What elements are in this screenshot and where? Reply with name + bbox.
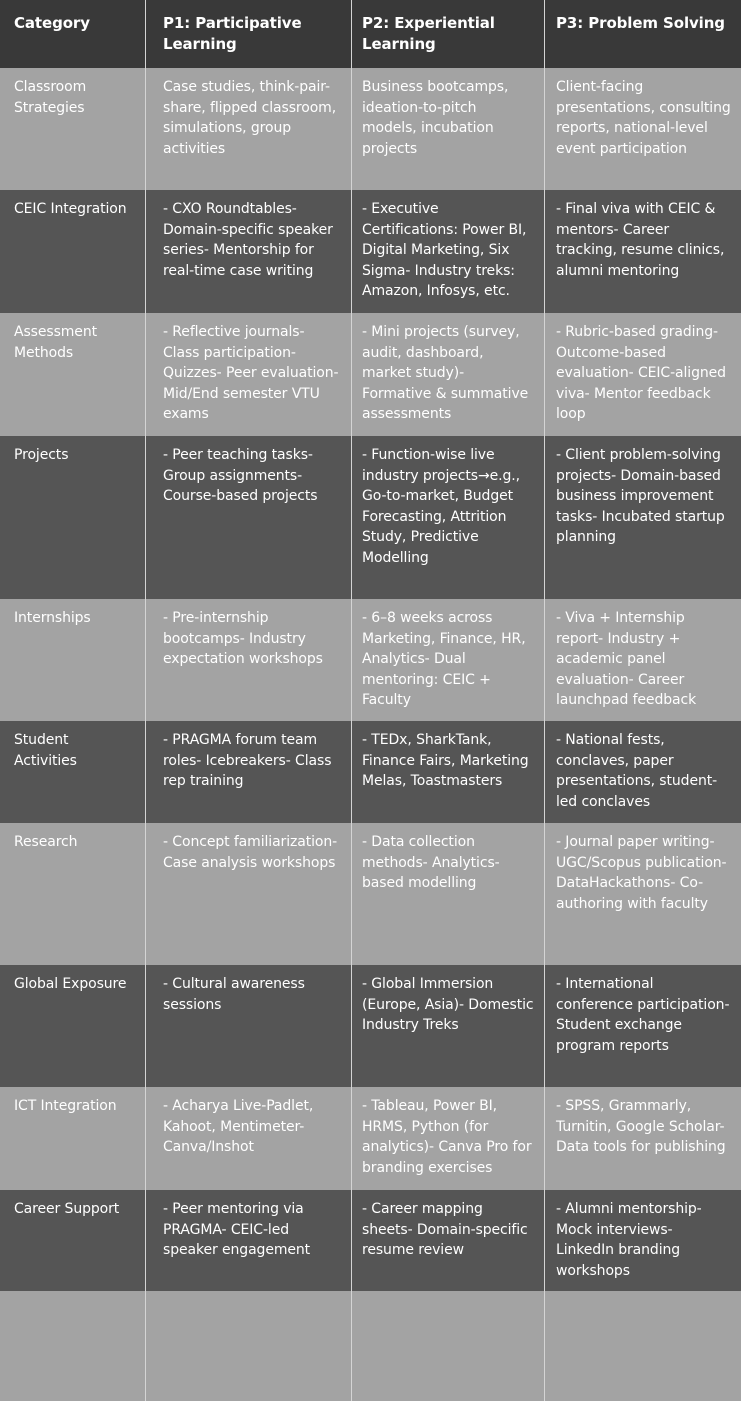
row-p1-cell: - Cultural awareness sessions	[146, 965, 352, 1087]
row-category: CEIC Integration	[0, 190, 146, 313]
row-p1-cell: - Concept familiarization- Case analysis workshops	[146, 823, 352, 965]
row-p3-cell: - SPSS, Grammarly, Turnitin, Google Scholar- Data tools for publishing	[545, 1087, 741, 1190]
row-p2-cell: - Tableau, Power BI, HRMS, Python (for analytics)- Canva Pro for branding exercises	[352, 1087, 545, 1190]
row-p3-cell: - Client problem-solving projects- Domain-based business improvement tasks- Incubated startup planning	[545, 436, 741, 599]
row-p3-cell: - National fests, conclaves, paper presentations, student-led conclaves	[545, 721, 741, 823]
empty-cell	[352, 1291, 545, 1401]
row-p1-cell: - CXO Roundtables- Domain-specific speaker series- Mentorship for real-time case writing	[146, 190, 352, 313]
row-category: Classroom Strategies	[0, 68, 146, 190]
row-p1-cell: - Reflective journals- Class participation- Quizzes- Peer evaluation- Mid/End semester VTU exams	[146, 313, 352, 436]
row-p3-cell: - Journal paper writing- UGC/Scopus publication- DataHackathons- Co-authoring with faculty	[545, 823, 741, 965]
row-p2-cell: - 6–8 weeks across Marketing, Finance, HR, Analytics- Dual mentoring: CEIC + Faculty	[352, 599, 545, 721]
row-category: Career Support	[0, 1190, 146, 1291]
row-p1-cell: - Pre-internship bootcamps- Industry expectation workshops	[146, 599, 352, 721]
row-p3-cell: Client-facing presentations, consulting reports, national-level event participation	[545, 68, 741, 190]
header-p1: P1: Participative Learning	[146, 0, 352, 68]
row-p3-cell: - Alumni mentorship- Mock interviews- LinkedIn branding workshops	[545, 1190, 741, 1291]
row-p2-cell: - Mini projects (survey, audit, dashboard, market study)- Formative & summative assessments	[352, 313, 545, 436]
row-p3-cell: - Rubric-based grading- Outcome-based evaluation- CEIC-aligned viva- Mentor feedback loop	[545, 313, 741, 436]
row-category: Global Exposure	[0, 965, 146, 1087]
row-p1-cell: - PRAGMA forum team roles- Icebreakers- Class rep training	[146, 721, 352, 823]
row-p2-cell: - Data collection methods- Analytics-based modelling	[352, 823, 545, 965]
row-p2-cell: - Global Immersion (Europe, Asia)- Domestic Industry Treks	[352, 965, 545, 1087]
row-p3-cell: - Viva + Internship report- Industry + academic panel evaluation- Career launchpad feedback	[545, 599, 741, 721]
row-p3-cell: - Final viva with CEIC & mentors- Career tracking, resume clinics, alumni mentoring	[545, 190, 741, 313]
row-category: Internships	[0, 599, 146, 721]
header-p2: P2: Experiential Learning	[352, 0, 545, 68]
row-category: ICT Integration	[0, 1087, 146, 1190]
row-p1-cell: - Peer teaching tasks- Group assignments- Course-based projects	[146, 436, 352, 599]
row-p2-cell: - Executive Certifications: Power BI, Digital Marketing, Six Sigma- Industry treks: Amazon, Infosys, etc.	[352, 190, 545, 313]
row-category: Student Activities	[0, 721, 146, 823]
row-p1-cell: - Acharya Live-Padlet, Kahoot, Mentimeter- Canva/Inshot	[146, 1087, 352, 1190]
row-p3-cell: - International conference participation- Student exchange program reports	[545, 965, 741, 1087]
empty-cell	[545, 1291, 741, 1401]
header-p3: P3: Problem Solving	[545, 0, 741, 68]
row-category: Research	[0, 823, 146, 965]
row-p2-cell: - Career mapping sheets- Domain-specific resume review	[352, 1190, 545, 1291]
row-p1-cell: - Peer mentoring via PRAGMA- CEIC-led speaker engagement	[146, 1190, 352, 1291]
row-p2-cell: - Function-wise live industry projects→e.g., Go-to-market, Budget Forecasting, Attrition Study, Predictive Modelling	[352, 436, 545, 599]
row-category: Projects	[0, 436, 146, 599]
row-category: Assessment Methods	[0, 313, 146, 436]
empty-cell	[0, 1291, 146, 1401]
row-p1-cell: Case studies, think-pair-share, flipped classroom, simulations, group activities	[146, 68, 352, 190]
header-category: Category	[0, 0, 146, 68]
row-p2-cell: - TEDx, SharkTank, Finance Fairs, Marketing Melas, Toastmasters	[352, 721, 545, 823]
empty-cell	[146, 1291, 352, 1401]
row-p2-cell: Business bootcamps, ideation-to-pitch models, incubation projects	[352, 68, 545, 190]
